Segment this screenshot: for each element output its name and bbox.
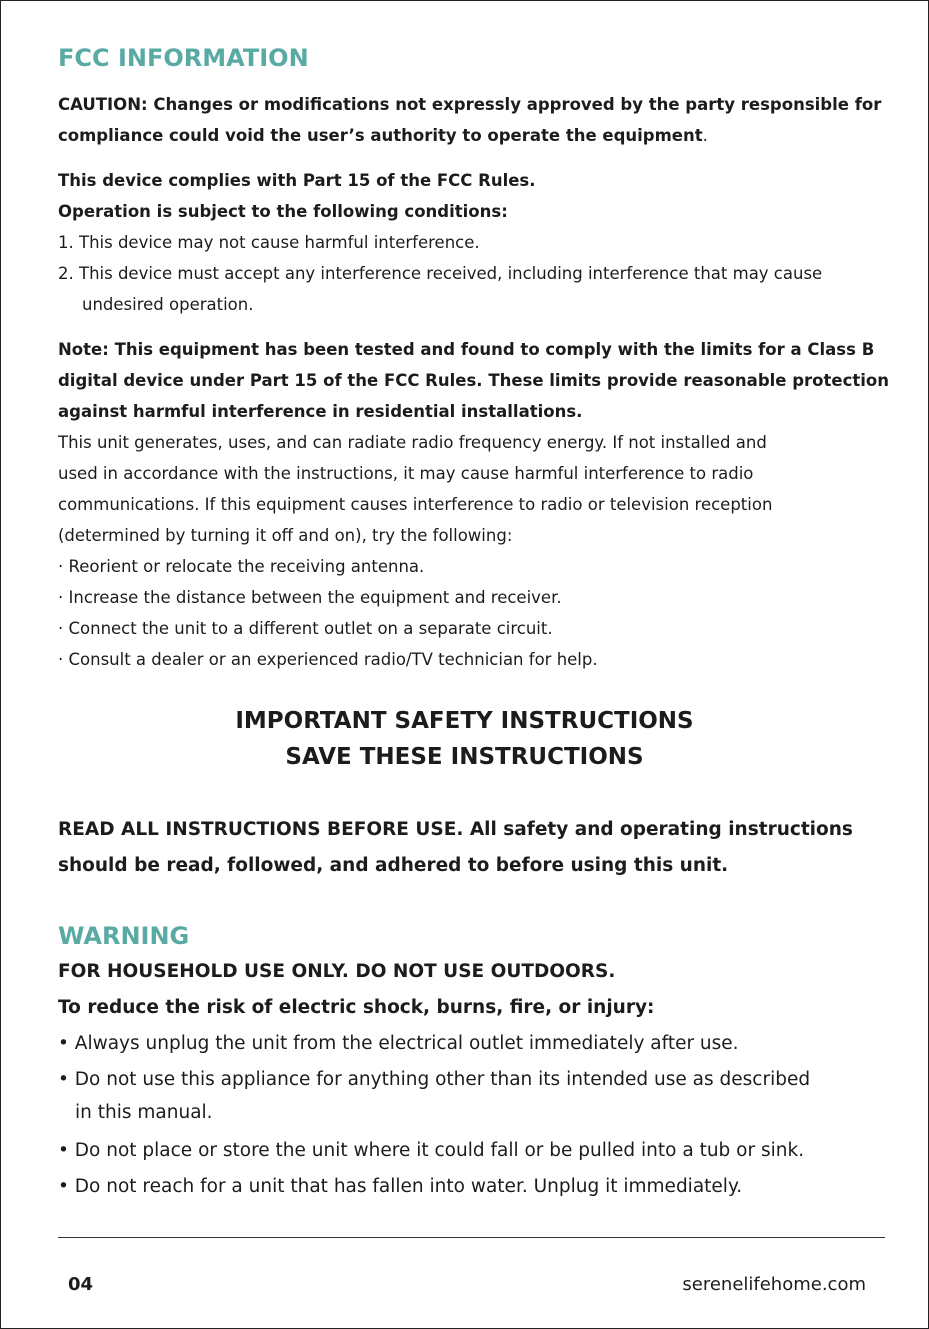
warning-bullet: • Do not use this appliance for anything other than its intended use as described xyxy=(58,1069,811,1090)
operation-statement: Operation is subject to the following conditions: xyxy=(58,202,508,221)
body-line-2: used in accordance with the instructions, it may cause harmful interference to radio xyxy=(58,464,754,483)
note-line-1: Note: This equipment has been tested and found to comply with the limits for a Class B xyxy=(58,340,875,359)
condition-1: 1. This device may not cause harmful interference. xyxy=(58,233,480,252)
footer-divider xyxy=(58,1237,885,1238)
risk-statement: To reduce the risk of electric shock, burns, fire, or injury: xyxy=(58,997,655,1018)
warning-bullet-continued: in this manual. xyxy=(75,1102,213,1123)
note-line-2: digital device under Part 15 of the FCC Rules. These limits provide reasonable protection xyxy=(58,371,889,390)
read-instructions-line-1: READ ALL INSTRUCTIONS BEFORE USE. All safety and operating instructions xyxy=(58,819,853,840)
condition-2: 2. This device must accept any interference received, including interference that may cause xyxy=(58,264,823,283)
read-instructions-line-2: should be read, followed, and adhered to before using this unit. xyxy=(58,855,729,876)
complies-statement: This device complies with Part 15 of the FCC Rules. xyxy=(58,171,536,190)
safety-title: IMPORTANT SAFETY INSTRUCTIONS xyxy=(235,708,694,734)
household-use-statement: FOR HOUSEHOLD USE ONLY. DO NOT USE OUTDOORS. xyxy=(58,961,616,982)
caution-line-1 xyxy=(58,95,881,114)
tip-item: · Increase the distance between the equipment and receiver. xyxy=(58,588,562,607)
tip-item: · Consult a dealer or an experienced radio/TV technician for help. xyxy=(58,650,598,669)
body-line-1: This unit generates, uses, and can radiate radio frequency energy. If not installed and xyxy=(58,433,767,452)
warning-title: WARNING xyxy=(58,922,190,950)
website-url: serenelifehome.com xyxy=(682,1274,866,1295)
body-line-4: (determined by turning it off and on), try the following: xyxy=(58,526,513,545)
caution-text-2: compliance could void the user’s authority to operate the equipment xyxy=(58,126,703,145)
save-instructions-title: SAVE THESE INSTRUCTIONS xyxy=(285,744,644,770)
caution-line-2 xyxy=(58,126,708,145)
caution-end: . xyxy=(702,126,708,145)
fcc-title: FCC INFORMATION xyxy=(58,44,309,72)
tip-item: · Connect the unit to a different outlet on a separate circuit. xyxy=(58,619,553,638)
caution-text-1: Changes or modifications not expressly approved by the party responsible for xyxy=(147,95,882,114)
warning-bullet: • Always unplug the unit from the electrical outlet immediately after use. xyxy=(58,1033,739,1054)
warning-bullet: • Do not place or store the unit where it could fall or be pulled into a tub or sink. xyxy=(58,1140,805,1161)
condition-2-continued: undesired operation. xyxy=(82,295,254,314)
body-line-3: communications. If this equipment causes interference to radio or television reception xyxy=(58,495,773,514)
caution-label: CAUTION: xyxy=(58,95,148,114)
page-number: 04 xyxy=(68,1274,94,1295)
warning-bullet: • Do not reach for a unit that has fallen into water. Unplug it immediately. xyxy=(58,1176,743,1197)
tip-item: · Reorient or relocate the receiving antenna. xyxy=(58,557,425,576)
note-line-3: against harmful interference in residential installations. xyxy=(58,402,583,421)
